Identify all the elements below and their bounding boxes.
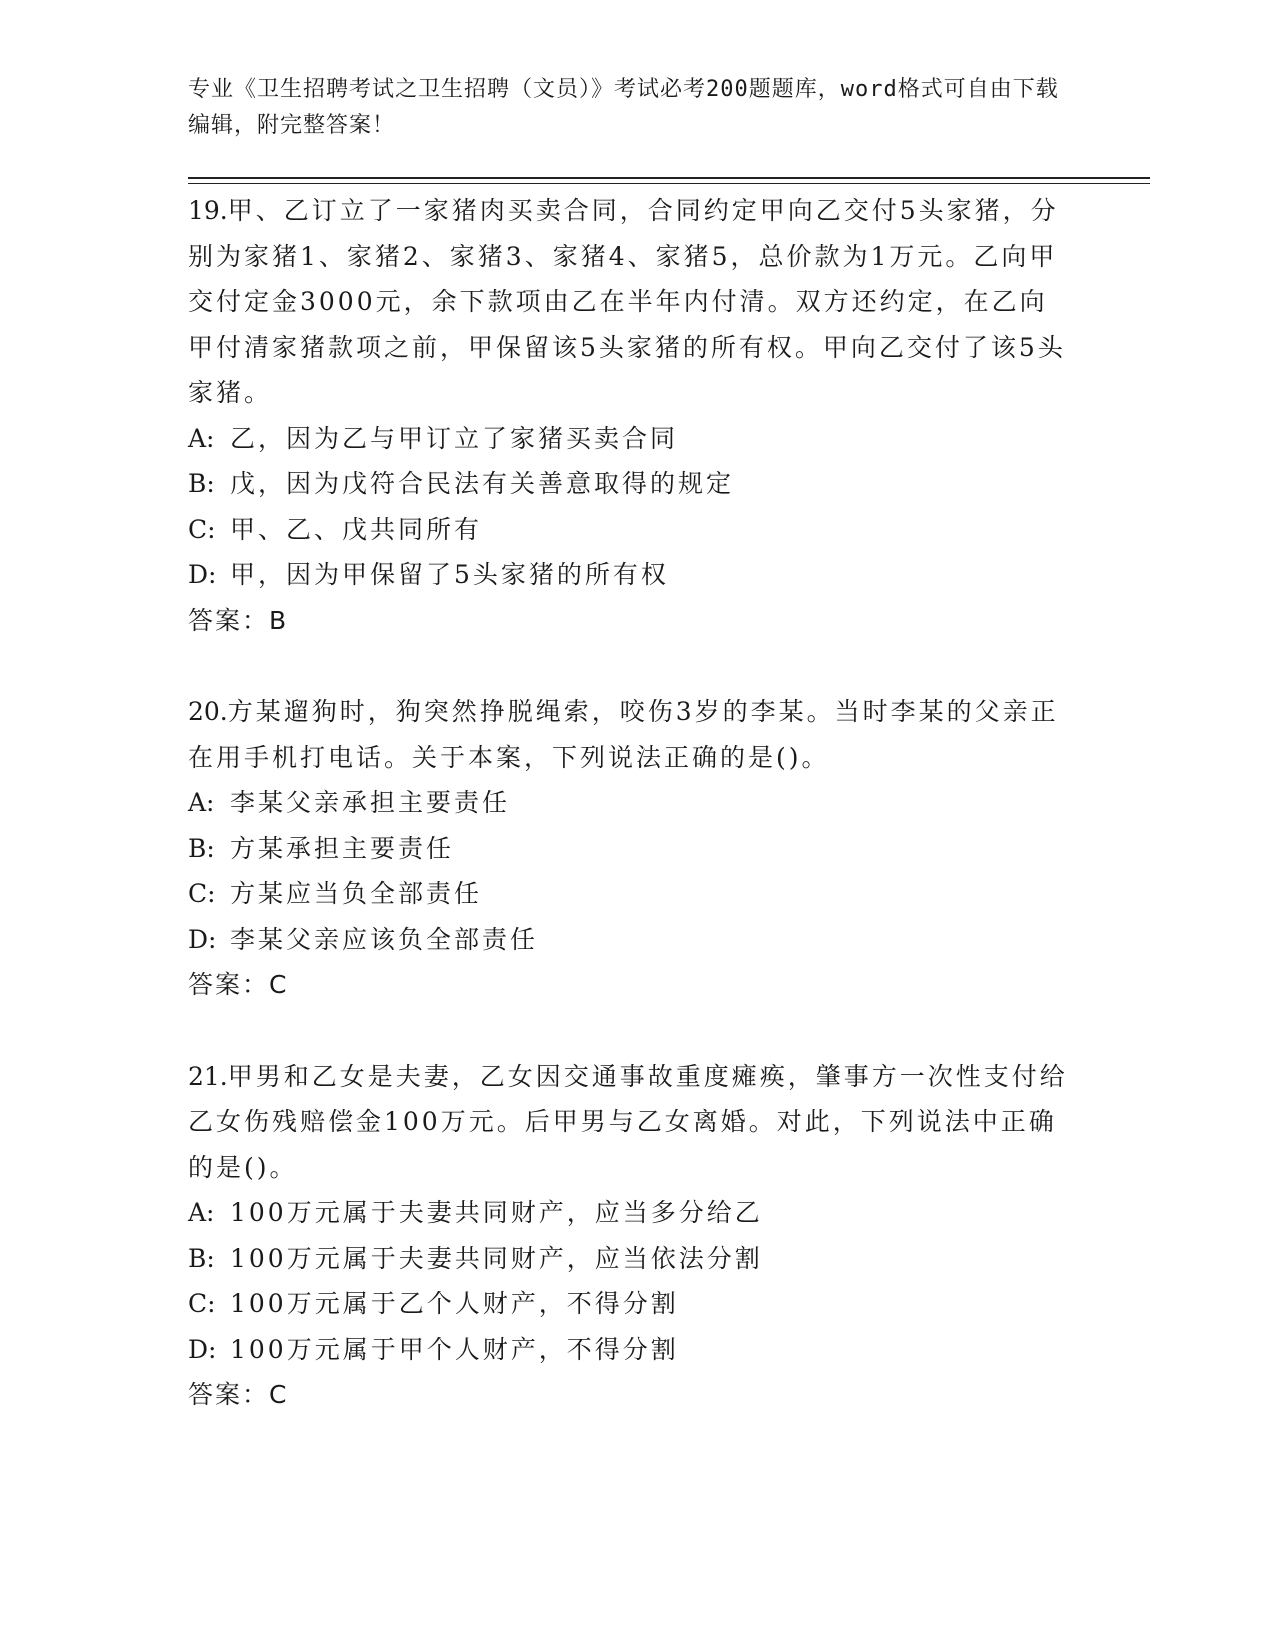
option-text: 100万元属于乙个人财产，不得分割 bbox=[230, 1289, 679, 1318]
option-key: C: bbox=[188, 514, 216, 544]
option-text: 100万元属于夫妻共同财产，应当依法分割 bbox=[230, 1243, 763, 1273]
option-d bbox=[188, 552, 1068, 598]
answer-line: 答案：C bbox=[188, 1380, 289, 1409]
option-text: 李某父亲应该负全部责任 bbox=[230, 924, 539, 954]
option-a bbox=[188, 416, 1068, 462]
question-number: 20. bbox=[188, 697, 228, 726]
option-key: C: bbox=[188, 1289, 216, 1318]
option-text: 李某父亲承担主要责任 bbox=[230, 788, 511, 817]
question-text: 方某遛狗时，狗突然挣脱绳索，咬伤3岁的李某。当时李某的父亲正在用手机打电话。关于本案，下列说法正确的是()。 bbox=[188, 697, 1059, 772]
question-stem bbox=[188, 689, 1068, 780]
option-text: 方某承担主要责任 bbox=[230, 833, 455, 863]
option-c bbox=[188, 507, 1068, 553]
option-b bbox=[188, 461, 1068, 507]
option-text: 甲，因为甲保留了5头家猪的所有权 bbox=[230, 560, 669, 589]
question-number: 19. bbox=[188, 196, 228, 225]
option-text: 方某应当负全部责任 bbox=[230, 879, 483, 908]
question-text: 甲、乙订立了一家猪肉买卖合同，合同约定甲向乙交付5头家猪，分别为家猪1、家猪2、家猪3、家猪4、家猪5，总价款为1万元。乙向甲交付定金3000元，余下款项由乙在半年内付清。双方还约定，在乙向甲付清家猪款项之前，甲保留该5头家猪的所有权。甲向乙交付了该5头家猪。 bbox=[188, 196, 1066, 407]
option-d bbox=[188, 1327, 1068, 1373]
question-text: 甲男和乙女是夫妻，乙女因交通事故重度瘫痪，肇事方一次性支付给乙女伤残赔偿金100万元。后甲男与乙女离婚。对此，下列说法中正确的是()。 bbox=[188, 1061, 1068, 1182]
option-c bbox=[188, 1281, 1068, 1327]
option-text: 戊，因为戊符合民法有关善意取得的规定 bbox=[230, 469, 735, 498]
header-divider-thin bbox=[188, 183, 1150, 184]
option-a bbox=[188, 1190, 1068, 1236]
question-21 bbox=[188, 1054, 1068, 1418]
question-stem bbox=[188, 188, 1068, 416]
option-key: D: bbox=[188, 1334, 217, 1364]
option-text: 100万元属于夫妻共同财产，应当多分给乙 bbox=[230, 1198, 763, 1227]
option-text: 甲、乙、戊共同所有 bbox=[230, 514, 483, 544]
option-key: B: bbox=[188, 469, 215, 498]
question-list bbox=[188, 188, 1068, 1464]
option-key: C: bbox=[188, 879, 216, 908]
header-divider-thick bbox=[188, 177, 1150, 179]
answer-line: 答案：B bbox=[188, 605, 289, 635]
question-stem bbox=[188, 1054, 1068, 1191]
option-key: D: bbox=[188, 924, 217, 954]
option-text: 100万元属于甲个人财产，不得分割 bbox=[230, 1334, 679, 1364]
option-key: D: bbox=[188, 560, 217, 589]
option-c bbox=[188, 871, 1068, 917]
question-19 bbox=[188, 188, 1068, 643]
question-20 bbox=[188, 689, 1068, 1008]
answer-line: 答案：C bbox=[188, 970, 289, 999]
option-key: A: bbox=[188, 423, 215, 453]
option-d bbox=[188, 917, 1068, 963]
option-b bbox=[188, 1236, 1068, 1282]
option-key: B: bbox=[188, 833, 215, 863]
option-key: A: bbox=[188, 1198, 215, 1227]
option-key: B: bbox=[188, 1243, 215, 1273]
option-key: A: bbox=[188, 788, 215, 817]
option-text: 乙，因为乙与甲订立了家猪买卖合同 bbox=[230, 423, 679, 453]
option-a bbox=[188, 780, 1068, 826]
option-b bbox=[188, 826, 1068, 872]
question-number: 21. bbox=[188, 1061, 228, 1091]
document-header: 专业《卫生招聘考试之卫生招聘（文员）》考试必考200题题库，word格式可自由下载编辑，附完整答案！ bbox=[188, 77, 1059, 138]
